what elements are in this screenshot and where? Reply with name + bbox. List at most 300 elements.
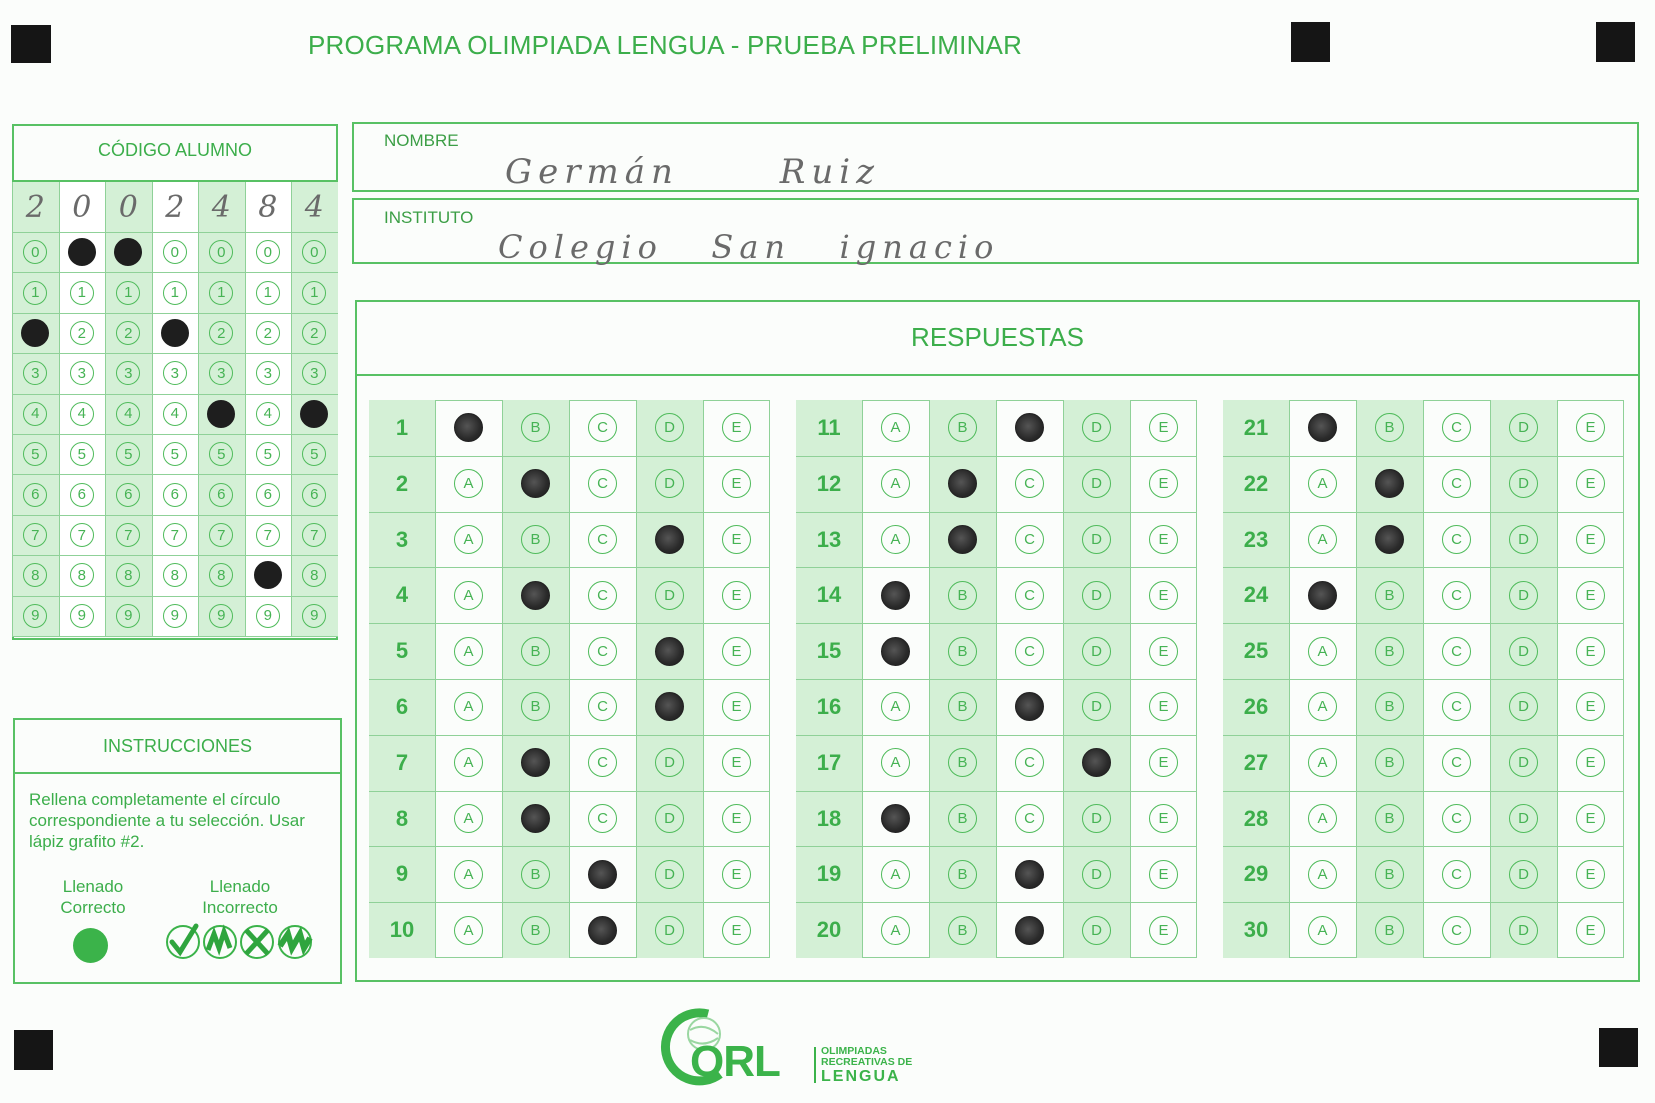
question-number: 2 [395,470,409,496]
answer-bubble[interactable]: C [1442,804,1471,833]
code-grid-line [12,232,338,233]
answer-bubble[interactable]: D [655,748,684,777]
code-bubble[interactable]: 9 [23,604,47,628]
answer-bubble[interactable]: C [1015,804,1044,833]
code-bubble[interactable]: 2 [256,321,280,345]
answer-bubble[interactable]: E [1149,692,1178,721]
answer-bubble[interactable]: E [1576,469,1605,498]
code-bubble[interactable]: 6 [209,483,233,507]
code-bubble[interactable]: 9 [209,604,233,628]
answer-bubble[interactable]: E [1576,581,1605,610]
answer-bubble[interactable] [881,581,910,610]
answer-bubble[interactable]: D [655,413,684,442]
answer-bubble[interactable]: E [722,413,751,442]
answer-bubble[interactable]: B [1375,804,1404,833]
answer-bubble[interactable]: A [1308,469,1337,498]
answer-bubble[interactable]: A [1308,860,1337,889]
answer-grid-line [1223,567,1624,568]
question-number: 10 [389,917,415,943]
code-bubble[interactable]: 9 [116,604,140,628]
answer-bubble[interactable]: A [454,748,483,777]
answer-grid-line [369,846,770,847]
answer-bubble[interactable] [948,525,977,554]
answer-bubble[interactable]: A [881,525,910,554]
code-bubble[interactable]: 0 [209,240,233,264]
answer-bubble[interactable]: D [1509,525,1538,554]
code-handwritten-digit: 4 [211,190,231,225]
answer-bubble[interactable]: D [1082,916,1111,945]
code-bubble[interactable]: 6 [23,483,47,507]
answer-grid-line [1223,791,1624,792]
answer-bubble[interactable]: D [1509,581,1538,610]
answer-bubble[interactable]: A [454,916,483,945]
answer-bubble[interactable]: E [1149,469,1178,498]
answer-grid-line [1223,679,1624,680]
code-grid-line [12,515,338,516]
code-bubble[interactable]: 1 [70,281,94,305]
question-number: 8 [395,805,409,831]
code-bubble[interactable]: 4 [70,402,94,426]
question-number: 23 [1243,526,1269,552]
code-bubble[interactable]: 3 [163,361,187,385]
answer-bubble[interactable] [1015,860,1044,889]
answer-bubble[interactable]: D [1082,637,1111,666]
answer-bubble[interactable]: E [1149,804,1178,833]
answer-grid-line [1223,456,1624,457]
code-bubble[interactable] [68,238,96,266]
answer-bubble[interactable]: A [881,413,910,442]
code-bubble[interactable]: 7 [23,523,47,547]
answer-bubble[interactable]: A [1308,916,1337,945]
answer-bubble[interactable] [655,637,684,666]
answer-bubble[interactable]: B [1375,860,1404,889]
question-number: 21 [1243,414,1269,440]
answer-bubble[interactable]: B [521,525,550,554]
answer-bubble[interactable]: D [1082,413,1111,442]
code-bubble[interactable] [300,400,328,428]
answer-grid-line [1223,623,1624,624]
answer-bubble[interactable] [1375,525,1404,554]
answer-bubble[interactable]: A [454,804,483,833]
answer-bubble[interactable]: D [655,916,684,945]
code-handwritten-digit: 2 [165,190,185,225]
answer-bubble[interactable]: D [1509,748,1538,777]
code-bubble[interactable]: 2 [302,321,326,345]
answer-grid-line [1223,846,1624,847]
answer-bubble[interactable]: A [1308,804,1337,833]
answer-bubble[interactable]: C [1442,748,1471,777]
code-grid-line [12,596,338,597]
correct-fill-label: Llenado Correcto [60,877,126,917]
code-bubble[interactable]: 7 [163,523,187,547]
code-handwritten-digit: 4 [304,190,324,225]
code-bubble[interactable]: 5 [302,442,326,466]
code-grid-line [12,474,338,475]
code-bubble[interactable]: 8 [163,563,187,587]
code-bubble[interactable]: 3 [302,361,326,385]
answer-bubble[interactable]: E [1149,525,1178,554]
code-bubble[interactable]: 4 [256,402,280,426]
code-bubble[interactable]: 4 [23,402,47,426]
answer-bubble[interactable]: E [1576,413,1605,442]
answer-bubble[interactable]: D [1082,581,1111,610]
answer-grid-line [369,512,770,513]
answer-grid-line [369,902,770,903]
answer-bubble[interactable]: B [1375,413,1404,442]
answer-bubble[interactable]: B [521,413,550,442]
answer-bubble[interactable]: B [948,692,977,721]
answer-bubble[interactable]: A [1308,692,1337,721]
answer-bubble[interactable]: B [521,916,550,945]
answer-bubble[interactable]: A [454,469,483,498]
code-bubble[interactable] [254,561,282,589]
answer-grid-line [796,512,1197,513]
answer-bubble[interactable]: C [1442,692,1471,721]
code-bubble[interactable]: 7 [302,523,326,547]
answer-bubble[interactable]: D [1509,804,1538,833]
answer-grid-line [796,456,1197,457]
answer-bubble[interactable]: A [454,860,483,889]
answer-bubble[interactable]: A [1308,637,1337,666]
code-bubble[interactable]: 1 [302,281,326,305]
answer-bubble[interactable]: E [722,581,751,610]
answer-bubble[interactable]: A [454,581,483,610]
code-bubble[interactable]: 3 [70,361,94,385]
answer-bubble[interactable]: C [588,637,617,666]
answer-grid-line [796,679,1197,680]
answer-bubble[interactable]: C [1442,916,1471,945]
answer-bubble[interactable]: E [1149,916,1178,945]
answer-bubble[interactable]: E [722,469,751,498]
answer-bubble[interactable]: C [588,525,617,554]
answer-bubble[interactable]: B [521,637,550,666]
code-bubble[interactable]: 8 [23,563,47,587]
registration-mark-bottom-left [14,1030,53,1070]
code-bubble[interactable]: 7 [70,523,94,547]
code-bubble[interactable]: 2 [116,321,140,345]
incorrect-fill-label: Llenado Incorrecto [202,877,278,917]
code-bubble[interactable]: 8 [70,563,94,587]
answer-bubble[interactable]: D [1082,692,1111,721]
answer-bubble[interactable]: B [948,413,977,442]
answer-bubble[interactable]: D [655,860,684,889]
answer-bubble[interactable]: D [1082,860,1111,889]
question-number: 7 [395,749,409,775]
code-grid-line [12,313,338,314]
question-number: 25 [1243,638,1269,664]
code-bubble[interactable]: 0 [23,240,47,264]
answer-bubble[interactable]: E [722,804,751,833]
code-bubble[interactable]: 9 [256,604,280,628]
code-bubble[interactable]: 9 [70,604,94,628]
answer-bubble[interactable]: C [1015,748,1044,777]
answer-bubble[interactable] [521,469,550,498]
code-grid-line [12,394,338,395]
institute-label: INSTITUTO [384,208,474,227]
code-bubble[interactable]: 5 [23,442,47,466]
answer-bubble[interactable]: D [655,581,684,610]
question-number: 16 [816,693,842,719]
answer-bubble[interactable]: A [1308,525,1337,554]
answer-grid-line [796,846,1197,847]
incorrect-fill-examples-icon [164,920,319,964]
answer-bubble[interactable]: B [948,860,977,889]
code-bubble[interactable]: 0 [302,240,326,264]
answer-bubble[interactable]: E [1149,637,1178,666]
answer-bubble[interactable]: E [1576,916,1605,945]
answer-bubble[interactable]: C [1442,581,1471,610]
answers-divider [355,374,1640,376]
code-bubble[interactable]: 5 [70,442,94,466]
answer-bubble[interactable]: B [1375,748,1404,777]
code-handwritten-digit: 0 [118,190,138,225]
answer-bubble[interactable]: C [588,581,617,610]
answer-bubble[interactable] [881,804,910,833]
code-bubble[interactable]: 5 [116,442,140,466]
answer-bubble[interactable]: D [1509,637,1538,666]
answer-bubble[interactable]: E [722,748,751,777]
student-code-title: CÓDIGO ALUMNO [97,140,253,160]
answer-bubble[interactable]: C [588,692,617,721]
question-number: 15 [816,638,842,664]
answer-bubble[interactable]: C [1442,469,1471,498]
code-handwritten-digit: 2 [25,190,45,225]
answer-bubble[interactable]: C [1015,469,1044,498]
answer-bubble[interactable]: B [948,916,977,945]
question-number: 30 [1243,917,1269,943]
answer-grid-line [369,623,770,624]
answer-bubble[interactable]: E [1576,748,1605,777]
registration-mark-top-middle [1291,22,1330,62]
answer-bubble[interactable]: D [1509,413,1538,442]
answer-grid-line [796,791,1197,792]
answer-bubble[interactable] [521,804,550,833]
answer-bubble[interactable]: D [1082,469,1111,498]
answer-bubble[interactable]: B [1375,637,1404,666]
question-number: 27 [1243,749,1269,775]
name-label: NOMBRE [384,131,459,150]
answer-bubble[interactable] [655,525,684,554]
question-number: 4 [395,582,409,608]
answer-bubble[interactable]: E [722,525,751,554]
question-number: 19 [816,861,842,887]
logo-line1: OLIMPIADAS [821,1045,887,1057]
code-bubble[interactable]: 6 [302,483,326,507]
answers-title: RESPUESTAS [911,322,1084,352]
answer-bubble[interactable]: E [722,692,751,721]
answer-bubble[interactable]: C [588,748,617,777]
answer-bubble[interactable]: B [948,637,977,666]
answer-grid-line [369,567,770,568]
code-bubble[interactable]: 6 [70,483,94,507]
code-bubble[interactable]: 4 [163,402,187,426]
answer-bubble[interactable]: A [881,692,910,721]
answer-bubble[interactable]: B [1375,916,1404,945]
answer-bubble[interactable]: C [1442,637,1471,666]
code-handwritten-digit: 0 [72,190,92,225]
logo-text [821,1046,912,1085]
answer-bubble[interactable]: E [722,637,751,666]
answer-grid-line [369,735,770,736]
code-bubble[interactable]: 3 [116,361,140,385]
logo-line2: RECREATIVAS DE [821,1056,913,1068]
question-number: 24 [1243,582,1269,608]
answer-bubble[interactable]: D [1082,804,1111,833]
code-bubble[interactable]: 7 [256,523,280,547]
answer-bubble[interactable]: E [1576,637,1605,666]
code-bubble[interactable]: 8 [116,563,140,587]
answer-bubble[interactable]: E [1576,525,1605,554]
answer-bubble[interactable] [1082,748,1111,777]
code-bubble[interactable]: 9 [302,604,326,628]
answer-bubble[interactable] [521,581,550,610]
answer-bubble[interactable]: B [948,748,977,777]
answer-bubble[interactable]: C [1015,525,1044,554]
answer-bubble[interactable]: C [1442,525,1471,554]
answer-bubble[interactable]: A [881,860,910,889]
answer-bubble[interactable]: B [948,581,977,610]
question-number: 18 [816,805,842,831]
answer-bubble[interactable]: D [655,804,684,833]
answer-bubble[interactable]: D [1509,692,1538,721]
answer-bubble[interactable]: C [588,413,617,442]
answer-bubble[interactable] [1308,581,1337,610]
code-bubble[interactable]: 8 [302,563,326,587]
code-bubble[interactable]: 5 [163,442,187,466]
code-grid-line [12,636,338,637]
answer-bubble[interactable]: D [1509,469,1538,498]
answer-bubble[interactable] [948,469,977,498]
answer-bubble[interactable]: C [588,804,617,833]
answer-bubble[interactable]: A [1308,748,1337,777]
answer-bubble[interactable] [521,748,550,777]
answer-bubble[interactable]: C [1442,413,1471,442]
code-grid-line [12,555,338,556]
answer-bubble[interactable]: E [722,860,751,889]
code-bubble[interactable] [161,319,189,347]
answer-bubble[interactable]: E [1576,804,1605,833]
page-title: PROGRAMA OLIMPIADA LENGUA - PRUEBA PRELIMINAR [308,30,1023,60]
code-bubble[interactable]: 7 [116,523,140,547]
code-bubble[interactable]: 6 [256,483,280,507]
answer-bubble[interactable]: E [1149,413,1178,442]
code-bubble[interactable]: 6 [163,483,187,507]
instructions-title: INSTRUCCIONES [102,736,252,756]
logo-separator [814,1047,816,1083]
code-bubble[interactable]: 1 [23,281,47,305]
code-bubble[interactable]: 5 [209,442,233,466]
code-bubble[interactable]: 0 [163,240,187,264]
answer-bubble[interactable] [588,860,617,889]
answer-bubble[interactable]: C [1442,860,1471,889]
code-bubble[interactable]: 1 [116,281,140,305]
code-bubble[interactable] [207,400,235,428]
registration-mark-top-right [1596,22,1635,62]
answer-bubble[interactable]: B [1375,581,1404,610]
answer-grid-line [1223,512,1624,513]
code-bubble[interactable]: 1 [209,281,233,305]
answer-grid-line [796,623,1197,624]
answer-grid-line [369,791,770,792]
code-bubble[interactable]: 3 [23,361,47,385]
answer-bubble[interactable]: A [881,469,910,498]
code-bubble[interactable]: 4 [116,402,140,426]
code-handwritten-digit: 8 [258,190,278,225]
answer-grid-line [369,679,770,680]
code-bubble[interactable]: 1 [163,281,187,305]
answer-bubble[interactable]: A [454,637,483,666]
instructions-text: Rellena completamente el círculo correspondiente a tu selección. Usar lápiz grafito #2. [29,790,305,851]
answer-bubble[interactable]: D [1509,916,1538,945]
code-bubble[interactable]: 1 [256,281,280,305]
code-bubble[interactable]: 9 [163,604,187,628]
registration-mark-top-left [11,25,51,63]
answer-bubble[interactable]: A [881,916,910,945]
question-number: 5 [395,638,409,664]
answer-bubble[interactable] [881,637,910,666]
code-bubble[interactable]: 8 [209,563,233,587]
answer-grid-line [796,735,1197,736]
answer-grid-line [796,902,1197,903]
question-number: 3 [395,526,409,552]
answer-bubble[interactable]: E [1149,748,1178,777]
question-number: 20 [816,917,842,943]
answer-bubble[interactable]: E [1576,860,1605,889]
answer-grid-line [1223,735,1624,736]
code-bubble[interactable]: 7 [209,523,233,547]
answer-bubble[interactable]: B [521,692,550,721]
answer-bubble[interactable] [588,916,617,945]
answer-bubble[interactable]: B [521,860,550,889]
code-bubble[interactable]: 2 [70,321,94,345]
instructions-divider [13,772,342,774]
answer-bubble[interactable]: E [722,916,751,945]
answer-bubble[interactable]: E [1149,581,1178,610]
code-bubble[interactable]: 0 [256,240,280,264]
answer-bubble[interactable] [1015,916,1044,945]
code-bubble[interactable]: 6 [116,483,140,507]
question-number: 11 [817,414,841,440]
question-number: 17 [816,749,842,775]
answer-bubble[interactable]: E [1149,860,1178,889]
answer-grid-line [796,567,1197,568]
question-number: 28 [1243,805,1269,831]
question-number: 29 [1243,861,1269,887]
answer-bubble[interactable]: D [1082,525,1111,554]
answer-bubble[interactable]: A [454,525,483,554]
code-bubble[interactable]: 3 [209,361,233,385]
answer-bubble[interactable]: A [881,748,910,777]
answer-bubble[interactable]: B [948,804,977,833]
code-bubble[interactable]: 2 [209,321,233,345]
code-grid-line [12,272,338,273]
code-bubble[interactable]: 3 [256,361,280,385]
question-number: 13 [816,526,842,552]
answer-bubble[interactable]: A [454,692,483,721]
answer-bubble[interactable] [1375,469,1404,498]
question-number: 14 [816,582,842,608]
answer-bubble[interactable]: D [655,469,684,498]
question-number: 22 [1243,470,1269,496]
question-number: 1 [395,414,409,440]
answer-bubble[interactable]: B [1375,692,1404,721]
answer-bubble[interactable]: C [1015,637,1044,666]
answer-bubble[interactable]: C [588,469,617,498]
code-bubble[interactable]: 5 [256,442,280,466]
answer-bubble[interactable]: C [1015,581,1044,610]
answer-bubble[interactable]: D [1509,860,1538,889]
answer-bubble[interactable]: E [1576,692,1605,721]
